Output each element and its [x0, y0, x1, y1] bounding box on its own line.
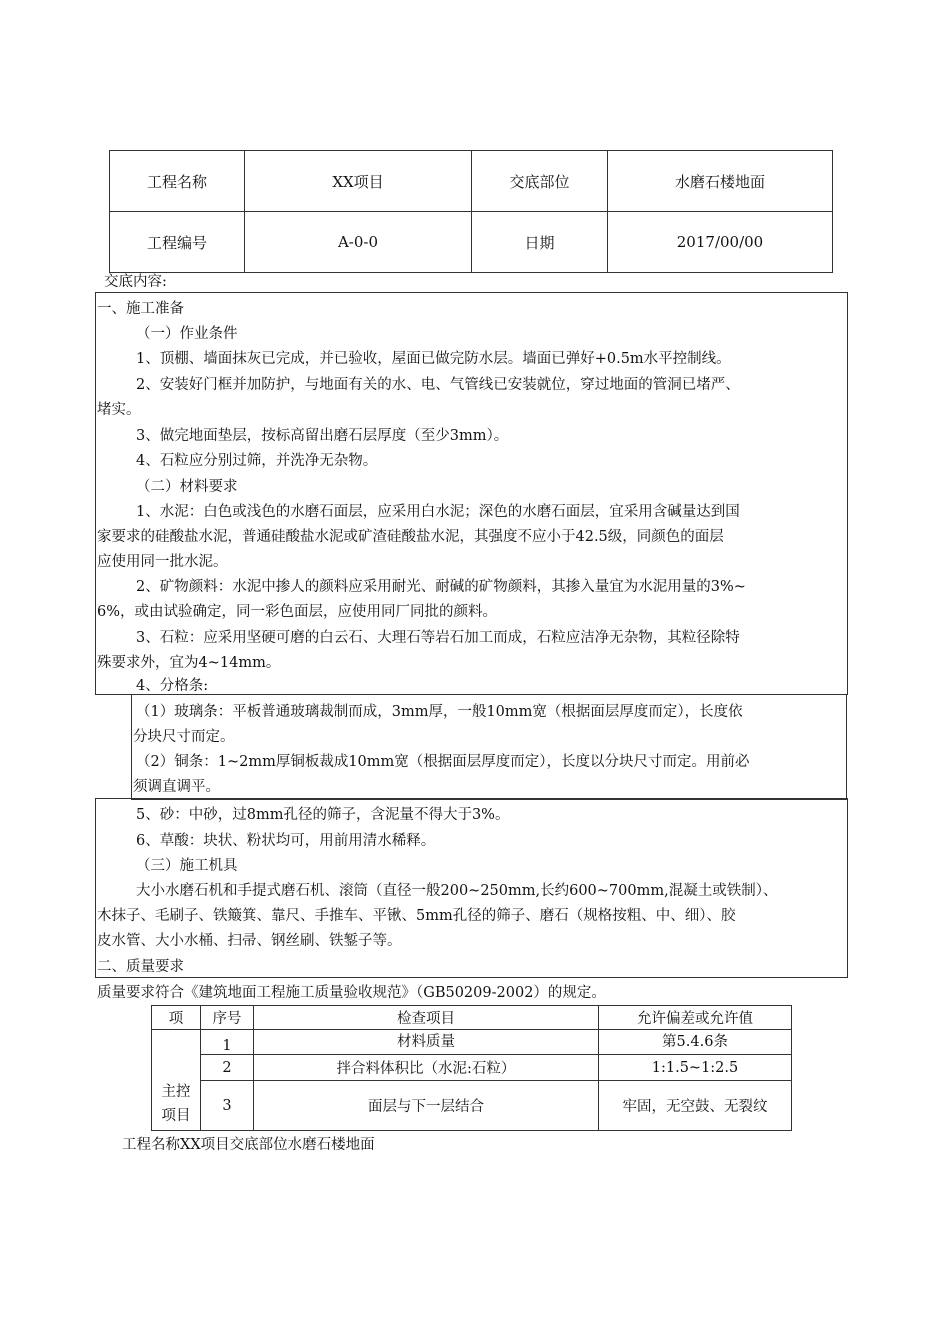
quality-row-item: 拌合料体积比（水泥:石粒）: [254, 1055, 599, 1081]
quality-row-no: 3: [201, 1081, 254, 1131]
strip-2b: 须调直调平。: [133, 779, 220, 795]
condition-1: 1、顶棚、墙面抹灰已完成，并已验收，屋面已做完防水层。墙面已弹好+0.5m水平控制线。: [136, 351, 731, 367]
quality-row-value: 牢固，无空鼓、无裂纹: [599, 1081, 792, 1131]
quality-row-item: 面层与下一层结合: [254, 1081, 599, 1131]
section-1-2-heading: （二）材料要求: [136, 479, 238, 495]
strip-1a: （1）玻璃条：平板普通玻璃裁制而成，3mm厚，一般10mm宽（根据面层厚度而定），长度依: [136, 704, 743, 720]
project-name-value: XX项目: [245, 151, 472, 212]
quality-group-cell: [152, 1030, 201, 1131]
header-row-2: [110, 212, 833, 273]
table-row: [152, 1081, 792, 1131]
condition-3: 3、做完地面垫层，按标高留出磨石层厚度（至少3mm）。: [136, 428, 509, 444]
material-1b: 家要求的硅酸盐水泥，普通硅酸盐水泥或矿渣硅酸盐水泥，其强度不应小于42.5级，同颜色的面层: [97, 529, 724, 545]
quality-row-no: 1: [201, 1030, 254, 1055]
header-table: [109, 150, 833, 273]
material-6: 6、草酸：块状、粉状均可，用前用清水稀释。: [136, 833, 436, 849]
header-row-1: [110, 151, 833, 212]
section-1-3-heading: （三）施工机具: [136, 858, 238, 874]
material-2b: 6%，或由试验确定，同一彩色面层，应使用同厂同批的颜料。: [97, 604, 498, 620]
section-1-heading: 一、施工准备: [97, 301, 184, 317]
quality-group-label-1: 主控: [161, 1084, 191, 1100]
quality-header-value: 允许偏差或允许值: [599, 1006, 792, 1030]
date-value: 2017/00/00: [608, 212, 833, 273]
tools-1a: 大小水磨石机和手提式磨石机、滚筒（直径一般200~250mm,长约600~700mm,混凝土或铁制）、: [136, 883, 778, 899]
material-3a: 3、石粒：应采用坚硬可磨的白云石、大理石等岩石加工而成，石粒应洁净无杂物，其粒径除特: [136, 630, 740, 646]
footer-text: 工程名称XX项目交底部位水磨石楼地面: [122, 1137, 375, 1153]
tools-1b: 木抹子、毛刷子、铁簸箕、靠尺、手推车、平锹、5mm孔径的筛子、磨石（规格按粗、中、细）、胶: [97, 908, 736, 924]
condition-2b: 堵实。: [97, 402, 141, 418]
condition-2a: 2、安装好门框并加防护，与地面有关的水、电、气管线已安装就位，穿过地面的管洞已堵严、: [136, 377, 740, 393]
project-no-label: 工程编号: [110, 212, 245, 273]
location-label: 交底部位: [472, 151, 608, 212]
quality-header-group: 项: [152, 1006, 201, 1030]
material-3b: 殊要求外，宜为4~14mm。: [97, 655, 281, 671]
project-no-value: A-0-0: [245, 212, 472, 273]
material-1c: 应使用同一批水泥。: [97, 554, 228, 570]
strip-1b: 分块尺寸而定。: [133, 729, 235, 745]
date-label: 日期: [472, 212, 608, 273]
section-1-1-heading: （一）作业条件: [136, 326, 238, 342]
quality-header-item: 检查项目: [254, 1006, 599, 1030]
project-name-label: 工程名称: [110, 151, 245, 212]
quality-group-label-2: 项目: [161, 1108, 191, 1124]
quality-header-no: 序号: [201, 1006, 254, 1030]
location-value: 水磨石楼地面: [608, 151, 833, 212]
tools-1c: 皮水管、大小水桶、扫帚、钢丝刷、铁錾子等。: [97, 933, 402, 949]
table-row: [152, 1055, 792, 1081]
quality-row-value: 第5.4.6条: [599, 1030, 792, 1055]
quality-table: [151, 1005, 792, 1131]
quality-row-no: 2: [201, 1055, 254, 1081]
strip-2a: （2）铜条：1~2mm厚铜板裁成10mm宽（根据面层厚度而定），长度以分块尺寸而定。用前必: [136, 754, 750, 770]
table-row: [152, 1030, 792, 1055]
quality-row-value: 1:1.5~1:2.5: [599, 1055, 792, 1081]
quality-intro: 质量要求符合《建筑地面工程施工质量验收规范》（GB50209-2002）的规定。: [97, 985, 606, 1001]
material-1a: 1、水泥：白色或浅色的水磨石面层，应采用白水泥；深色的水磨石面层，宜采用含碱量达到国: [136, 504, 740, 520]
quality-header-row: [152, 1006, 792, 1030]
condition-4: 4、石粒应分别过筛，并洗净无杂物。: [136, 453, 378, 469]
section-2-heading: 二、质量要求: [97, 959, 184, 975]
material-5: 5、砂：中砂，过8mm孔径的筛子，含泥量不得大于3%。: [136, 807, 510, 823]
content-title: 交底内容:: [104, 274, 167, 290]
quality-row-item: 材料质量: [254, 1030, 599, 1055]
material-2a: 2、矿物颜料：水泥中掺人的颜料应采用耐光、耐碱的矿物颜料，其掺入量宜为水泥用量的3%~: [136, 579, 746, 595]
material-4: 4、分格条:: [136, 678, 209, 694]
